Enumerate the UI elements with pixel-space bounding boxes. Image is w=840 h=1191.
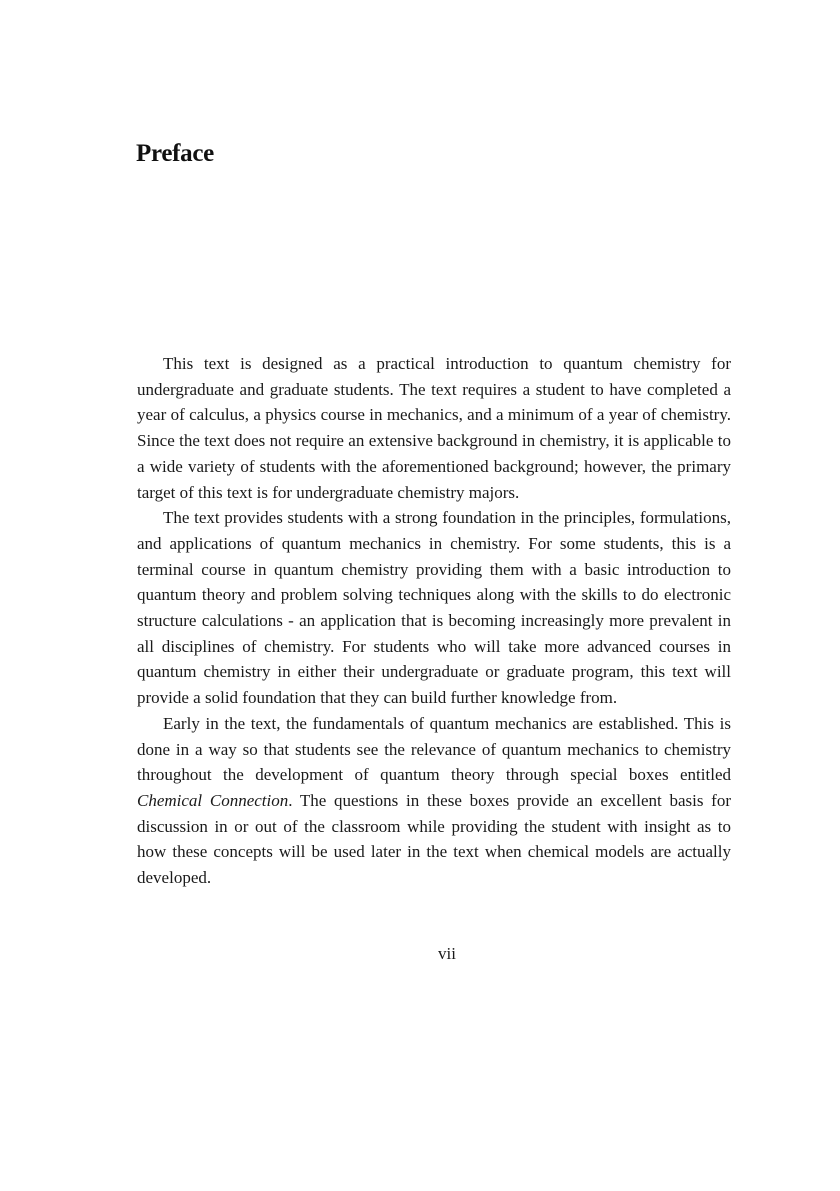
paragraph-1: This text is designed as a practical introduction to quantum chemistry for undergraduate and graduate students. The text requires a student to have completed a year of calculus, a physics course in mechanics, and a minimum of a year of chemistry. Since the text does not require an extensive background in chemistry, it is applicable to a wide variety of students with the aforementioned background; however, the primary target of this text is for undergraduate chemistry majors. [137, 354, 731, 502]
paragraph-3 [137, 711, 731, 891]
paragraph-2: The text provides students with a strong foundation in the principles, formulations, and applications of quantum mechanics in chemistry. For some students, this is a terminal course in quantum chemistry providing them with a basic introduction to quantum theory and problem solving techniques along with the skills to do electronic structure calculations - an application that is becoming increasingly more prevalent in all disciplines of chemistry. For students who will take more advanced courses in quantum chemistry in either their undergraduate or graduate program, this text will provide a solid foundation that they can build further knowledge from. [137, 508, 731, 708]
paragraph-3-text-after: . The questions in these boxes provide an excellent basis for discussion in or out of the classroom while providing the student with insight as to how these concepts will be used later in the text when chemical models are actually developed. [137, 790, 731, 888]
chemical-connection-emphasis: Chemical Connection [137, 790, 289, 810]
page-number: vii [438, 944, 456, 963]
preface-body [137, 351, 731, 891]
paragraph-3-text-before: Early in the text, the fundamentals of quantum mechanics are established. This is done in a way so that students see the relevance of quantum mechanics to chemistry throughout the development of quantum theory through special boxes entitled [137, 713, 731, 785]
page-title: Preface [136, 140, 214, 167]
